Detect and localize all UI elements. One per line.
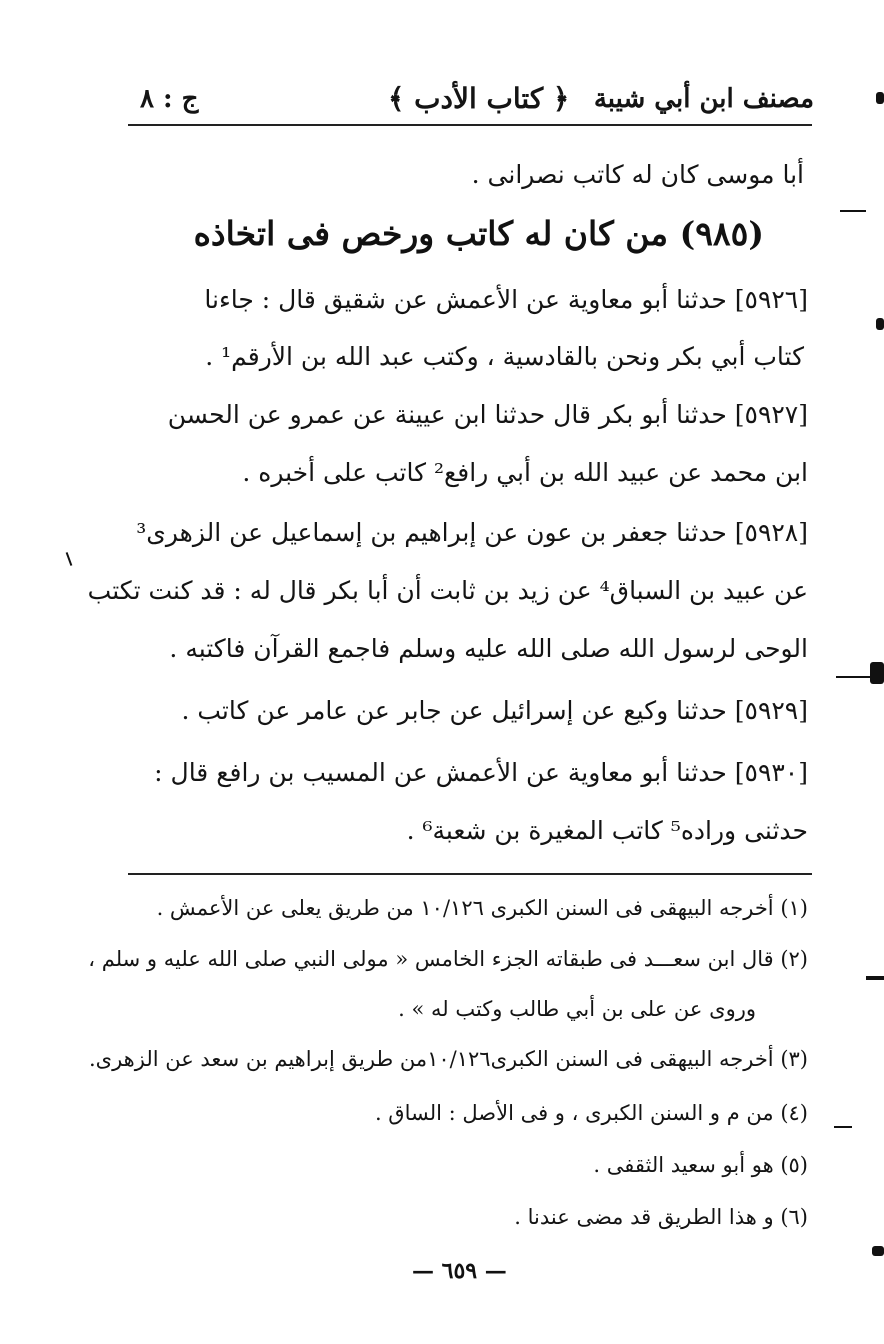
scan-mark xyxy=(870,662,884,684)
scan-mark xyxy=(840,210,866,212)
scan-mark xyxy=(836,676,870,678)
header-divider xyxy=(128,124,812,126)
hadith-5926-line-2: كتاب أبي بكر ونحن بالقادسية ، وكتب عبد الله بن الأرقم¹ . xyxy=(205,342,804,371)
scan-mark xyxy=(876,318,884,330)
scan-mark xyxy=(866,976,884,980)
scan-mark xyxy=(834,1126,852,1128)
footnote-3: (٣) أخرجه البيهقى فى السنن الكبرى١٠/١٢٦من طريق إبراهيم بن سعد عن الزهرى. xyxy=(88,1047,808,1071)
footnote-6: (٦) و هذا الطريق قد مضى عندنا . xyxy=(514,1205,808,1229)
hadith-5929-line-1: [٥٩٢٩] حدثنا وكيع عن إسرائيل عن جابر عن عامر عن كاتب . xyxy=(181,696,808,725)
hadith-5930-line-2: حدثنى وراده⁵ كاتب المغيرة بن شعبة⁶ . xyxy=(406,816,808,845)
scan-mark xyxy=(876,92,884,104)
header-volume: ج : ٨ xyxy=(140,84,199,114)
hadith-5928-line-2: عن عبيد بن السباق⁴ عن زيد بن ثابت أن أبا بكر قال له : قد كنت تكتب xyxy=(87,576,808,605)
footnote-5: (٥) هو أبو سعيد الثقفى . xyxy=(593,1153,808,1177)
scan-mark xyxy=(66,552,73,566)
footnote-4: (٤) من م و السنن الكبرى ، و فى الأصل : الساق . xyxy=(374,1101,808,1125)
header-chapter-name: ﴿ كتاب الأدب ﴾ xyxy=(388,82,570,115)
hadith-5928-line-3: الوحى لرسول الله صلى الله عليه وسلم فاجمع القرآن فاكتبه . xyxy=(169,634,808,663)
hadith-5926-line-1: [٥٩٢٦] حدثنا أبو معاوية عن الأعمش عن شقيق قال : جاءنا xyxy=(204,285,808,314)
footnote-2-line-1: (٢) قال ابن سعـــد فى طبقاته الجزء الخامس « مولى النبي صلى الله عليه و سلم ، xyxy=(88,947,808,971)
hadith-5928-line-1: [٥٩٢٨] حدثنا جعفر بن عون عن إبراهيم بن إسماعيل عن الزهرى³ xyxy=(136,518,808,547)
page-number: — ٦٥٩ — xyxy=(412,1258,507,1284)
footnote-1: (١) أخرجه البيهقى فى السنن الكبرى ١٠/١٢٦ من طريق يعلى عن الأعمش . xyxy=(156,896,808,920)
hadith-5930-line-1: [٥٩٣٠] حدثنا أبو معاوية عن الأعمش عن المسيب بن رافع قال : xyxy=(154,758,808,787)
chapter-heading: (٩٨٥) من كان له كاتب ورخص فى اتخاذه xyxy=(193,214,764,253)
scan-mark xyxy=(872,1246,884,1256)
hadith-5927-line-1: [٥٩٢٧] حدثنا أبو بكر قال حدثنا ابن عيينة عن عمرو عن الحسن xyxy=(167,400,808,429)
footnote-divider xyxy=(128,873,812,875)
footnote-2-line-2: وروى عن على بن أبي طالب وكتب له » . xyxy=(398,997,756,1021)
header-book-title: مصنف ابن أبي شيبة xyxy=(593,84,814,114)
body-line: أبا موسى كان له كاتب نصرانى . xyxy=(471,160,804,189)
hadith-5927-line-2: ابن محمد عن عبيد الله بن أبي رافع² كاتب على أخبره . xyxy=(242,458,808,487)
